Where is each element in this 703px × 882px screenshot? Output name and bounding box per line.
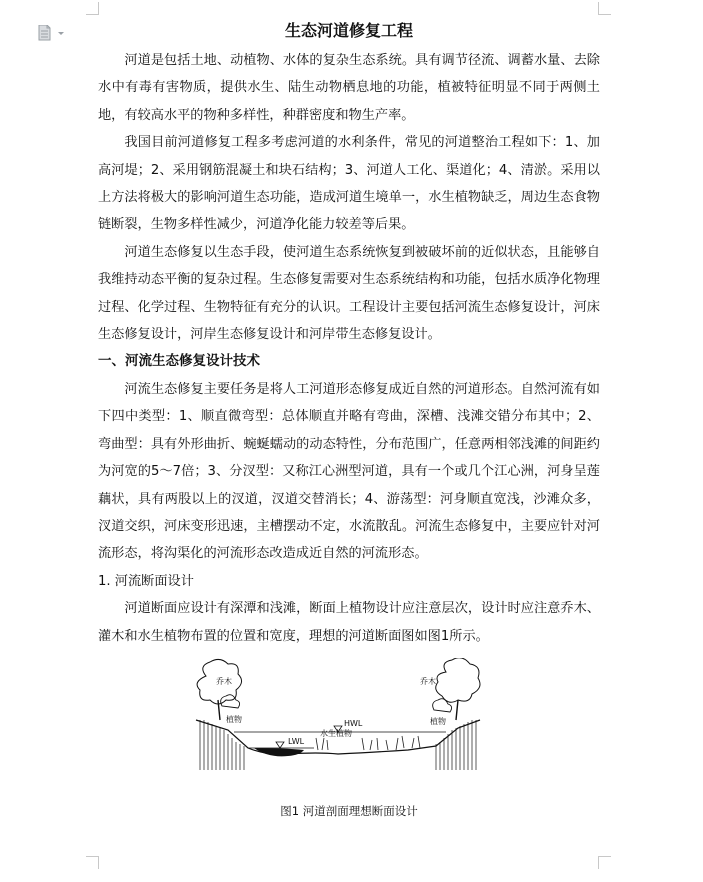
- crop-mark-top-left: [86, 2, 99, 15]
- left-tree-icon: [197, 659, 241, 720]
- section-heading: 一、河流生态修复设计技术: [98, 353, 260, 370]
- aquatic-plants: [316, 736, 420, 750]
- label-aquatic-plants: 水生植物: [320, 728, 352, 738]
- subsection-heading: 1. 河流断面设计: [98, 573, 194, 589]
- riverbank-hatching: [200, 720, 476, 770]
- document-menu-icon[interactable]: [38, 25, 66, 41]
- deep-pool: [254, 748, 304, 756]
- right-shrub-icon: [433, 699, 452, 712]
- crop-mark-top-right: [598, 2, 611, 15]
- paragraph-4: 河流生态修复主要任务是将人工河道形态修复成近自然的河道形态。自然河流有如下四中类型：1、顺直微弯型：总体顺直并略有弯曲，深槽、浅滩交错分布其中；2、弯曲型：具有外形曲折、蜿蜒蠕动的动态特性，分布范围广，任意两相邻浅滩的间距约为河宽的5～7倍；3、分汊型：又称江心洲型河道，具有一个或几个江心洲，河身呈莲藕状，具有两股以上的汊道，汊道交替消长；4、游荡型：河身顺直宽浅，沙滩众多，汊道交织，河床变形迅速，主槽摆动不定，水流散乱。河流生态修复中，主要应针对河流形态，将沟渠化的河流形态改造成近自然的河流形态。: [98, 381, 600, 562]
- label-hwl: HWL: [344, 718, 363, 728]
- lwl-marker-icon: [276, 742, 284, 748]
- crop-mark-bottom-left: [86, 856, 99, 869]
- paragraph-5: 河道断面应设计有深潭和浅滩，断面上植物设计应注意层次，设计时应注意乔木、灌木和水生植物布置的位置和宽度，理想的河道断面图如图1所示。: [98, 601, 600, 644]
- crop-mark-bottom-right: [598, 856, 611, 869]
- label-lwl: LWL: [288, 736, 305, 746]
- label-plant-left: 植物: [226, 714, 242, 724]
- document-body: [98, 18, 600, 820]
- left-shrub-icon: [221, 695, 240, 708]
- label-plant-right: 植物: [430, 716, 446, 726]
- paragraph-2: 我国目前河道修复工程多考虑河道的水利条件，常见的河道整治工程如下：1、加高河堤；2、采用钢筋混凝土和块石结构；3、河道人工化、渠道化；4、清淤。采用以上方法将极大的影响河道生态功能，造成河道生境单一，水生植物缺乏，周边生态食物链断裂，生物多样性减少，河道净化能力较差等后果。: [98, 135, 600, 233]
- label-tree-right: 乔木: [420, 676, 436, 686]
- figure-caption: 图1 河道剖面理想断面设计: [280, 803, 418, 818]
- label-tree-left: 乔木: [216, 676, 232, 686]
- paragraph-1: 河道是包括土地、动植物、水体的复杂生态系统。具有调节径流、调蓄水量、去除水中有毒有害物质，提供水生、陆生动物栖息地的功能，植被特征明显不同于两侧土地，有较高水平的物种多样性，种群密度和物生产率。: [98, 53, 600, 123]
- river-cross-section-figure: [98, 658, 600, 798]
- paragraph-3: 河道生态修复以生态手段，使河道生态系统恢复到被破坏前的近似状态，且能够自我维持动态平衡的复杂过程。生态修复需要对生态系统结构和功能，包括水质净化物理过程、化学过程、生物特征有充分的认识。工程设计主要包括河流生态修复设计，河床生态修复设计，河岸生态修复设计和河岸带生态修复设计。: [98, 244, 600, 343]
- document-title: 生态河道修复工程: [284, 21, 413, 40]
